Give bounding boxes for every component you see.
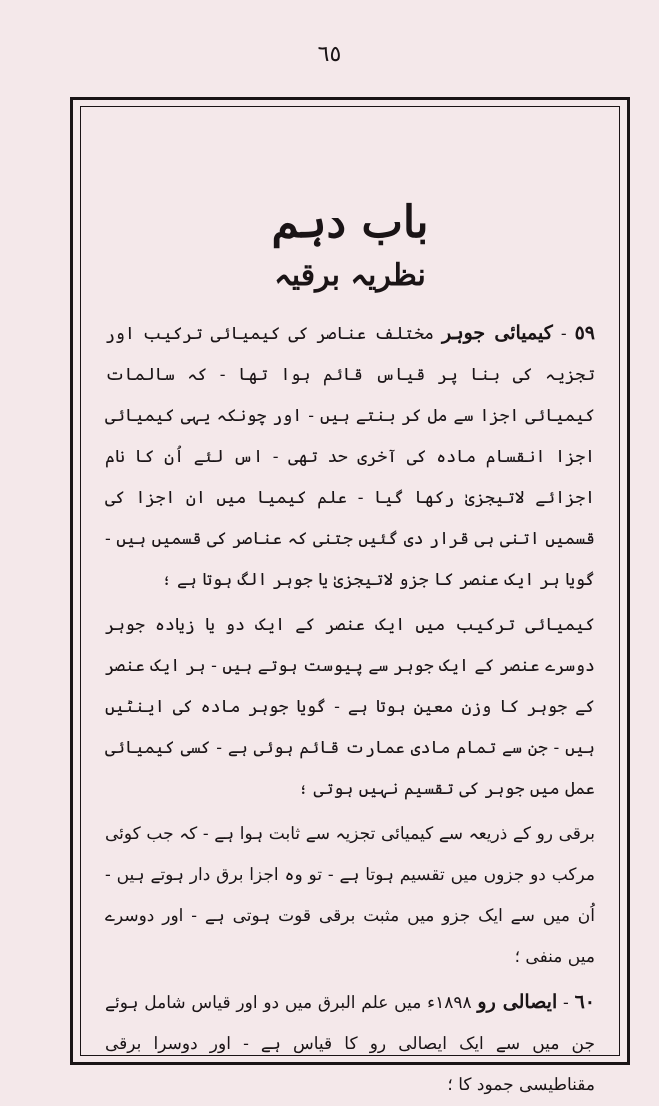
paragraph-text: برقی رو کے ذریعہ سے کیمیائی تجزیہ سے ثابت ہوا ہے - کہ جب کوئی مرکب دو جزوں میں تقسیم ہوتا ہے - تو وہ اجزا برق دار ہوتے ہیں - اُن میں سے ایک جزو میں مثبت برقی قوت ہوتی ہے - اور دوسرے میں منفی ؛	[105, 824, 595, 967]
paragraph-number: ٥٩	[574, 322, 596, 344]
paragraph-text: مختلف عناصر کی کیمیائی ترکیب اور تجزیہ کی بنا پر قیاس قائم ہوا تھا - کہ سالمات کیمیائی اجزا سے مل کر بنتے ہیں - اور چونکہ یہی کیمیائی اجزا انقسام مادہ کی آخری حد تھی - اس لئے اُن کا نام اجزائے لاتیجزیٰ رکھا گیا - علم کیمیا میں ان اجزا کی قسمیں اتنی ہی قرار دی گئیں جتنی کہ عناصر کی قسمیں ہیں - گویا ہر ایک عنصر کا جزو لاتیجزیٰ یا جوہر الگ ہوتا ہے ؛	[105, 324, 595, 590]
page-number: ٦٥	[317, 42, 342, 67]
paragraph-text: ١٨٩٨ء میں علم البرق میں دو اور قیاس شامل ہوئے جن میں سے ایک ایصالی رو کا قیاس ہے - اور دوسرا برقی مقناطیسی جمود کا ؛	[105, 993, 595, 1095]
paragraph-number: ٦٠	[574, 991, 595, 1013]
chapter-title: باب دہم	[271, 197, 429, 248]
section-heading: کیمیائی جوہر	[441, 322, 553, 344]
paragraph-59: ٥٩ - کیمیائی جوہر مختلف عناصر کی کیمیائی ترکیب اور تجزیہ کی بنا پر قیاس قائم ہوا تھا - کہ سالمات کیمیائی اجزا سے مل کر بنتے ہیں - اور چونکہ یہی کیمیائی اجزا انقسام مادہ کی آخری حد تھی - اس لئے اُن کا نام اجزائے لاتیجزیٰ رکھا گیا - علم کیمیا میں ان اجزا کی قسمیں اتنی ہی قرار دی گئیں جتنی کہ عناصر کی قسمیں ہیں - گویا ہر ایک عنصر کا جزو لاتیجزیٰ یا جوہر الگ ہوتا ہے ؛	[105, 322, 596, 590]
paragraph-text: کیمیائی ترکیب میں ایک عنصر کے ایک دو یا زیادہ جوہر دوسرے عنصر کے ایک جوہر سے پیوست ہوتے ہیں - ہر ایک عنصر کے جوہر کا وزن معین ہوتا ہے - گویا جوہر مادہ کی اینٹیں ہیں - جن سے تمام مادی عمارت قائم ہوئی ہے - کسی کیمیائی عمل میں جوہر کی تقسیم نہیں ہوتی ؛	[105, 615, 595, 799]
chapter-subtitle: نظریہ برقیہ	[274, 258, 426, 293]
section-heading: ایصالی رو	[477, 991, 558, 1013]
paragraph	[105, 605, 595, 810]
paragraph	[105, 814, 595, 978]
page-content	[80, 106, 620, 1095]
paragraph-60: ٦٠ - ایصالی رو ١٨٩٨ء میں علم البرق میں دو اور قیاس شامل ہوئے جن میں سے ایک ایصالی رو کا قیاس ہے - اور دوسرا برقی مقناطیسی جمود کا ؛	[105, 991, 595, 1095]
